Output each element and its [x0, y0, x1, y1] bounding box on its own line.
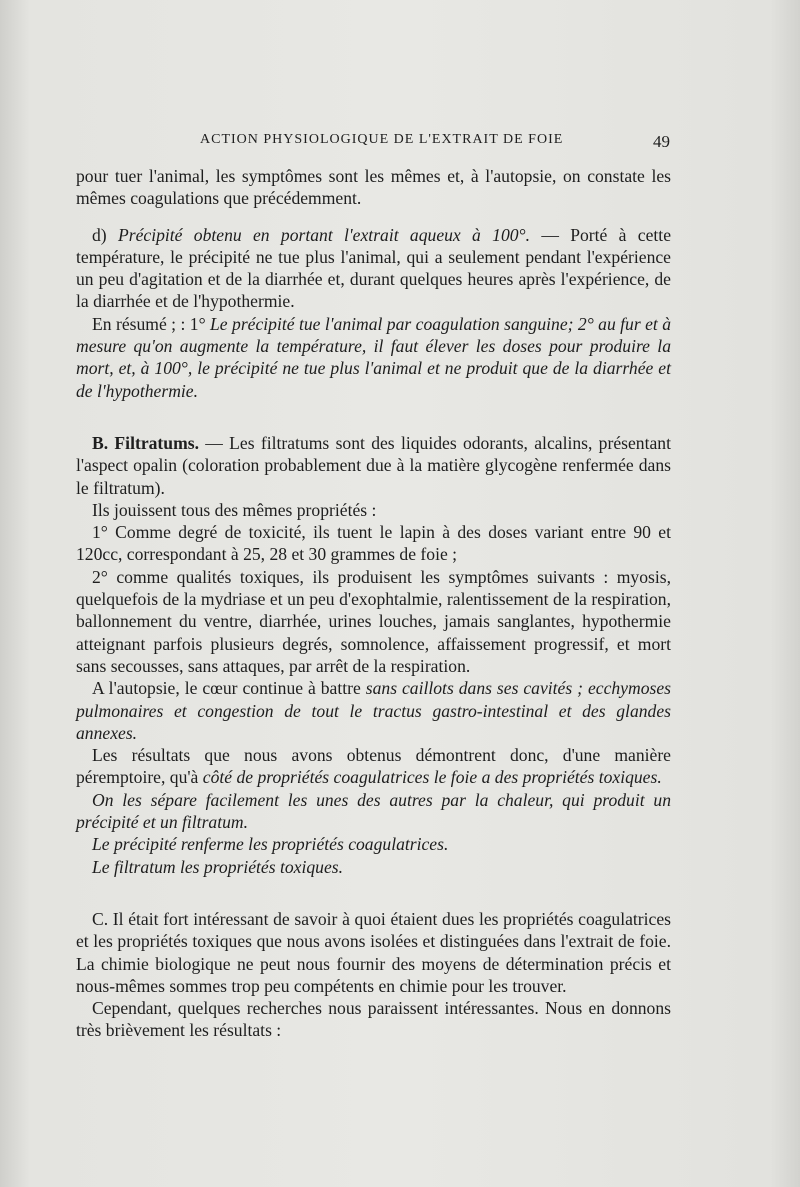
paragraph-10-italic: On les sépare facilement les unes des autres par la chaleur, qui produit un précipité et un filtratum. — [76, 789, 671, 833]
page-body — [76, 165, 671, 1042]
paragraph-7: 2° comme qualités toxiques, ils produisent les symptômes suivants : myosis, quelquefois de la mydriase et un peu d'exophtalmie, ralentissement de la respiration, ballonnement du ventre, diarrhée, urines louches, jamais sanglantes, hypothermie atteignant parfois plusieurs degrés, somnolence, affaissement progressif, et mort sans secousses, sans attaques, par arrêt de la respiration. — [76, 566, 671, 676]
paragraph-11 — [76, 833, 671, 855]
paragraph-5: Ils jouissent tous des mêmes propriétés : — [92, 499, 377, 520]
paragraph-3 — [76, 313, 671, 402]
paragraph-6: 1° Comme degré de toxicité, ils tuent le lapin à des doses variant entre 90 et 120cc, correspondant à 25, 28 et 30 grammes de foie ; — [76, 522, 671, 565]
section-b-heading: B. Filtratums. — [92, 432, 199, 453]
paragraph-2 — [76, 224, 671, 313]
paragraph-9-lead: Les résultats que nous avons obtenus démontrent donc, d'une manière péremptoire, qu'à — [76, 745, 671, 788]
paragraph-2-rest: — Porté à cette température, le précipité ne tue plus l'animal, qui a seulement pendant l'expérience un peu d'agitation et de la diarrhée et, durant quelques heures après l'expérience, de la diarrhée et de l'hypothermie. — [76, 224, 672, 312]
paragraph-4-rest: — Les filtratums sont des liquides odorants, alcalins, présentant l'aspect opalin (coloration probablement due à la matière glycogène renfermée dans le filtratum). — [76, 432, 671, 498]
paragraph-2-label: d) — [92, 224, 107, 245]
paragraph-12 — [76, 856, 671, 878]
paragraph-13: C. Il était fort intéressant de savoir à quoi étaient dues les propriétés coagulatrices et les propriétés toxiques que nous avons isolées et distinguées dans l'extrait de foie. La chimie biologique ne peut nous fournir des moyens de détermination précis et nous-mêmes sommes trop peu compétents en chimie pour les trouver. — [76, 908, 671, 996]
paragraph-4 — [76, 432, 671, 499]
paragraph-3-italic: Le précipité tue l'animal par coagulation sanguine; 2° au fur et à mesure qu'on augmente la température, il faut élever les doses pour produire la mort, et, à 100°, le précipité ne tue plus l'animal et ne produit que de la diarrhée et de l'hypothermie. — [76, 313, 672, 401]
paragraph-9-italic: côté de propriétés coagulatrices le foie a des propriétés toxiques. — [202, 767, 662, 788]
paragraph-3-lead: En résumé ; : 1° — [92, 313, 211, 334]
paragraph-1: pour tuer l'animal, les symptômes sont les mêmes et, à l'autopsie, on constate les mêmes coagulations que précédemment. — [76, 166, 671, 209]
running-header — [200, 132, 670, 151]
paragraph-11-italic: Le précipité renferme les propriétés coagulatrices. — [92, 834, 449, 855]
header-title: ACTION PHYSIOLOGIQUE DE L'EXTRAIT DE FOIE — [200, 132, 564, 147]
paragraph-8-italic: sans caillots dans ses cavités ; ecchymoses pulmonaires et congestion de tout le tractus gastro-intestinal et des glandes annexes. — [76, 678, 671, 743]
paragraph-9 — [76, 744, 671, 789]
paragraph-10 — [76, 789, 671, 834]
paragraph-8 — [76, 677, 671, 744]
paragraph-14: Cependant, quelques recherches nous paraissent intéressantes. Nous en donnons très brièvement les résultats : — [76, 998, 671, 1041]
page-number: 49 — [653, 132, 670, 151]
paragraph-2-italic: Précipité obtenu en portant l'extrait aqueux à 100°. — [117, 224, 530, 245]
paragraph-12-italic: Le filtratum les propriétés toxiques. — [92, 856, 344, 877]
paragraph-8-lead: A l'autopsie, le cœur continue à battre — [92, 678, 366, 699]
